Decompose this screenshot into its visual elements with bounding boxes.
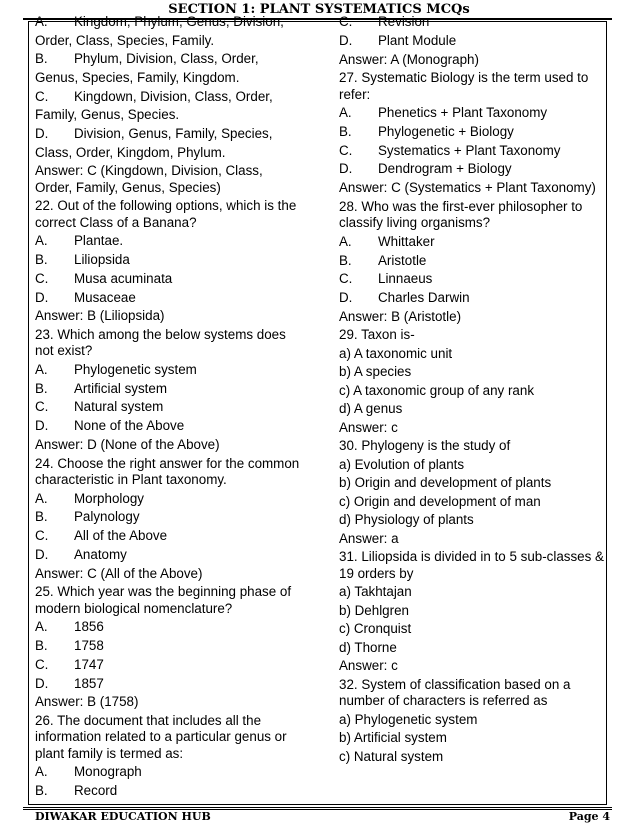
footer-publisher: DIWAKAR EDUCATION HUB: [35, 810, 211, 823]
left-column: [35, 14, 300, 802]
option-letter: D.: [35, 125, 49, 141]
option-letter: C.: [339, 142, 353, 158]
option-line: a) Takhtajan: [339, 584, 412, 600]
option-text: 1758: [74, 638, 104, 654]
option-line: [35, 764, 300, 781]
answer-line: Answer: c: [339, 658, 398, 674]
option-letter: A.: [339, 233, 352, 249]
page-footer: [35, 810, 610, 823]
option-line: [35, 51, 300, 68]
question-text: 29. Taxon is-: [339, 327, 415, 343]
option-letter: C.: [339, 14, 353, 29]
option-text: 1747: [74, 656, 104, 672]
option-text: Artificial system: [74, 380, 168, 396]
option-line: [35, 676, 300, 693]
option-line: [35, 657, 300, 674]
option-line: b) A species: [339, 364, 412, 380]
question-text: 25. Which year was the beginning phase of modern biological nomenclature?: [35, 584, 292, 616]
option-line: a) Phylogenetic system: [339, 711, 478, 727]
option-letter: D.: [35, 675, 49, 691]
option-line: [35, 418, 300, 435]
option-letter: C.: [35, 528, 49, 544]
option-letter: C.: [35, 270, 49, 286]
option-letter: A.: [35, 619, 48, 635]
option-line: [35, 126, 300, 143]
option-line: [35, 89, 300, 106]
option-letter: A.: [35, 361, 48, 377]
option-text: Division, Genus, Family, Species,: [74, 125, 273, 141]
option-letter: B.: [35, 51, 48, 67]
option-line: a) A taxonomic unit: [339, 345, 453, 361]
option-text: Natural system: [74, 399, 164, 415]
option-text: Phylogenetic system: [74, 361, 197, 377]
option-letter: A.: [35, 764, 48, 780]
option-line: [35, 14, 300, 31]
option-line: [339, 234, 604, 251]
option-line: c) A taxonomic group of any rank: [339, 382, 535, 398]
answer-line: Answer: a: [339, 530, 399, 546]
option-text: 1856: [74, 619, 104, 635]
option-letter: B.: [35, 783, 48, 799]
option-letter: C.: [35, 88, 49, 104]
option-letter: B.: [339, 252, 352, 268]
option-line: [339, 14, 604, 31]
answer-line: Answer: B (Aristotle): [339, 308, 462, 324]
option-line: [35, 252, 300, 269]
option-text: Morphology: [74, 490, 144, 506]
answer-line: Answer: B (1758): [35, 694, 139, 710]
option-text: Plant Module: [378, 32, 457, 48]
option-line: [35, 619, 300, 636]
question-text: 27. Systematic Biology is the term used to refer:: [339, 70, 589, 102]
option-letter: D.: [35, 546, 49, 562]
option-text: Systematics + Plant Taxonomy: [378, 142, 561, 158]
option-letter: A.: [35, 490, 48, 506]
right-column: [339, 14, 604, 767]
option-text: Phenetics + Plant Taxonomy: [378, 105, 548, 121]
option-line: d) A genus: [339, 401, 403, 417]
question-text: 28. Who was the first-ever philosopher to classify living organisms?: [339, 198, 583, 231]
option-line: [339, 124, 604, 141]
question-text: 31. Liliopsida is divided in to 5 sub-classes & 19 orders by: [339, 549, 604, 581]
option-line: [339, 253, 604, 270]
answer-line: Answer: D (None of the Above): [35, 437, 220, 453]
option-letter: B.: [35, 380, 48, 396]
text-line: Class, Order, Kingdom, Phylum.: [35, 144, 226, 160]
option-letter: C.: [339, 271, 353, 287]
option-line: [35, 783, 300, 800]
option-line: [35, 399, 300, 416]
option-text: Revision: [378, 14, 430, 29]
option-letter: B.: [35, 509, 48, 525]
text-line: Order, Class, Species, Family.: [35, 32, 215, 48]
option-letter: A.: [35, 233, 48, 249]
answer-line: Answer: C (All of the Above): [35, 565, 203, 581]
option-line: [35, 509, 300, 526]
option-text: Linnaeus: [378, 271, 433, 287]
option-text: Dendrogram + Biology: [378, 161, 512, 177]
option-line: [35, 547, 300, 564]
answer-line: Answer: B (Liliopsida): [35, 308, 165, 324]
question-text: 26. The document that includes all the information related to a particular genus or plant family is termed as:: [35, 712, 287, 761]
option-line: [35, 638, 300, 655]
option-line: [35, 233, 300, 250]
option-text: Kingdom, Phylum, Genus, Division,: [74, 14, 284, 29]
question-text: 22. Out of the following options, which is the correct Class of a Banana?: [35, 198, 297, 230]
option-line: c) Origin and development of man: [339, 493, 541, 509]
option-text: 1857: [74, 675, 104, 691]
option-line: [339, 143, 604, 160]
option-text: Aristotle: [378, 252, 427, 268]
option-line: b) Artificial system: [339, 730, 447, 746]
option-line: c) Cronquist: [339, 621, 412, 637]
option-text: Monograph: [74, 764, 142, 780]
option-letter: B.: [35, 251, 48, 267]
option-line: [339, 290, 604, 307]
page-header: SECTION 1: PLANT SYSTEMATICS MCQs: [168, 2, 470, 17]
option-text: All of the Above: [74, 528, 168, 544]
option-line: b) Dehlgren: [339, 602, 409, 618]
option-letter: A.: [35, 14, 48, 29]
option-text: Musa acuminata: [74, 270, 173, 286]
option-text: Liliopsida: [74, 251, 130, 267]
option-letter: D.: [35, 289, 49, 305]
option-letter: D.: [35, 418, 49, 434]
option-line: [339, 271, 604, 288]
option-letter: C.: [35, 399, 49, 415]
option-line: d) Thorne: [339, 639, 397, 655]
answer-line: Answer: C (Systematics + Plant Taxonomy): [339, 180, 596, 196]
option-text: Musaceae: [74, 289, 136, 305]
option-text: Charles Darwin: [378, 290, 470, 306]
question-text: 32. System of classification based on a number of characters is referred as: [339, 676, 571, 709]
option-text: Phylum, Division, Class, Order,: [74, 51, 259, 67]
option-text: Kingdown, Division, Class, Order,: [74, 88, 273, 104]
option-letter: A.: [339, 105, 352, 121]
answer-line: Answer: c: [339, 419, 398, 435]
option-letter: D.: [339, 290, 353, 306]
option-text: Record: [74, 783, 118, 799]
option-line: [35, 271, 300, 288]
answer-line: Answer: A (Monograph): [339, 51, 479, 67]
option-line: c) Natural system: [339, 748, 444, 764]
option-line: [35, 528, 300, 545]
option-text: Anatomy: [74, 546, 127, 562]
question-text: 23. Which among the below systems does not exist?: [35, 326, 286, 359]
question-text: 30. Phylogeny is the study of: [339, 438, 511, 454]
text-line: Genus, Species, Family, Kingdom.: [35, 70, 240, 86]
option-line: a) Evolution of plants: [339, 456, 465, 472]
option-letter: C.: [35, 656, 49, 672]
option-line: b) Origin and development of plants: [339, 475, 552, 491]
option-line: [35, 491, 300, 508]
option-letter: B.: [35, 638, 48, 654]
option-line: [339, 33, 604, 50]
answer-line: Answer: C (Kingdown, Division, Class, Order, Family, Genus, Species): [35, 163, 263, 195]
option-text: Phylogenetic + Biology: [378, 123, 514, 139]
option-line: [35, 381, 300, 398]
option-letter: D.: [339, 161, 353, 177]
option-line: [339, 161, 604, 178]
text-line: Family, Genus, Species.: [35, 107, 180, 123]
option-text: Whittaker: [378, 233, 435, 249]
option-line: [35, 362, 300, 379]
option-letter: B.: [339, 123, 352, 139]
option-text: Palynology: [74, 509, 140, 525]
footer-page-number: Page 4: [568, 810, 610, 823]
option-text: Plantae.: [74, 233, 124, 249]
question-text: 24. Choose the right answer for the common characteristic in Plant taxonomy.: [35, 455, 300, 488]
option-line: d) Physiology of plants: [339, 512, 474, 528]
option-line: [339, 105, 604, 122]
option-text: None of the Above: [74, 418, 185, 434]
option-letter: D.: [339, 32, 353, 48]
option-line: [35, 290, 300, 307]
